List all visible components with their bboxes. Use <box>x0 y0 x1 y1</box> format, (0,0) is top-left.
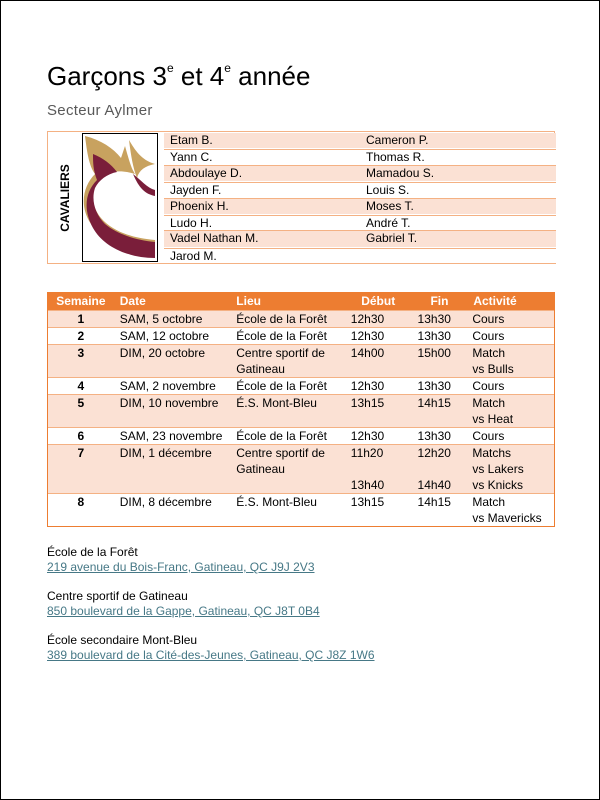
schedule-cell-end-time: 15h00 <box>417 346 451 360</box>
schedule-cell-end-time: 12h20 14h40 <box>417 446 451 492</box>
team-name-label: CAVALIERS <box>58 164 72 232</box>
schedule-cell-start-time: 13h15 <box>350 396 385 410</box>
roster-player-name: Vadel Nathan M. <box>170 231 259 246</box>
roster-table <box>164 133 556 264</box>
roster-player-name: Cameron P. <box>366 133 429 147</box>
schedule-cell-start-time: 12h30 <box>350 329 385 343</box>
roster-player-name <box>360 249 556 263</box>
header-date: Date <box>119 294 146 308</box>
schedule-cell-end-time: 13h30 <box>417 312 451 326</box>
team-roster <box>47 131 555 264</box>
schedule-cell-week-number: 8 <box>77 495 85 509</box>
roster-row <box>164 215 556 231</box>
schedule-cell-week-number: 1 <box>77 312 85 326</box>
cavaliers-logo-icon <box>82 133 158 262</box>
address-name: Centre sportif de Gatineau <box>47 589 188 603</box>
schedule-cell-end-time: 13h30 <box>417 429 451 443</box>
roster-row <box>164 149 556 165</box>
address-block-foret <box>47 545 315 576</box>
schedule-cell-week-number: 3 <box>77 346 85 360</box>
roster-player-name: André T. <box>366 215 411 230</box>
schedule-cell-date: SAM, 5 octobre <box>119 312 203 326</box>
schedule-row <box>48 310 554 327</box>
roster-row <box>164 133 556 149</box>
schedule-cell-activity: Cours <box>472 429 505 443</box>
roster-player-name: Etam B. <box>170 133 213 147</box>
schedule-cell-week-number: 6 <box>77 429 85 443</box>
roster-player-name: Thomas R. <box>366 150 425 165</box>
header-lieu: Lieu <box>236 294 261 308</box>
schedule-row <box>48 394 554 427</box>
address-name: École de la Forêt <box>47 545 138 559</box>
schedule-cell-location: École de la Forêt <box>236 329 327 343</box>
schedule-cell-date: SAM, 12 octobre <box>119 329 210 343</box>
schedule-cell-start-time: 11h20 13h40 <box>350 446 385 492</box>
schedule-cell-end-time: 14h15 <box>417 495 451 509</box>
roster-row <box>164 231 556 247</box>
schedule-cell-activity: Cours <box>472 329 505 343</box>
roster-player-name: Jayden F. <box>170 183 222 198</box>
header-activite: Activité <box>473 294 517 308</box>
schedule-cell-activity: Match vs Bulls <box>472 346 514 376</box>
roster-player-name: Moses T. <box>366 198 414 213</box>
roster-player-name: Gabriel T. <box>366 231 418 246</box>
schedule-cell-location: É.S. Mont-Bleu <box>236 495 317 509</box>
schedule-cell-start-time: 12h30 <box>350 429 385 443</box>
schedule-row <box>48 444 554 493</box>
roster-row <box>164 182 556 198</box>
schedule-cell-activity: Match vs Heat <box>472 396 514 426</box>
schedule-header-row <box>48 293 554 310</box>
header-semaine: Semaine <box>56 294 106 308</box>
schedule-cell-end-time: 13h30 <box>417 329 451 343</box>
roster-player-name: Mamadou S. <box>366 165 435 180</box>
header-debut: Début <box>361 294 396 308</box>
schedule-cell-activity: Cours <box>472 312 505 326</box>
schedule-cell-date: DIM, 8 décembre <box>119 495 212 509</box>
schedule-cell-start-time: 14h00 <box>350 346 385 360</box>
schedule-cell-date: DIM, 10 novembre <box>119 396 219 410</box>
schedule-table <box>47 292 555 527</box>
schedule-cell-start-time: 12h30 <box>350 312 385 326</box>
address-link[interactable]: 389 boulevard de la Cité-des-Jeunes, Gatineau, QC J8Z 1W6 <box>47 648 375 662</box>
address-link[interactable]: 850 boulevard de la Gappe, Gatineau, QC J8T 0B4 <box>47 604 320 618</box>
schedule-cell-location: Centre sportif de Gatineau <box>236 346 325 376</box>
schedule-cell-week-number: 5 <box>77 396 85 410</box>
schedule-cell-week-number: 2 <box>77 329 85 343</box>
page-subtitle: Secteur Aylmer <box>47 102 153 119</box>
schedule-cell-location: École de la Forêt <box>236 312 327 326</box>
schedule-cell-location: É.S. Mont-Bleu <box>236 396 317 410</box>
schedule-row <box>48 327 554 344</box>
roster-row <box>164 248 556 264</box>
roster-player-name: Ludo H. <box>170 215 213 230</box>
schedule-cell-date: DIM, 1 décembre <box>119 446 212 460</box>
roster-player-name: Yann C. <box>170 150 213 165</box>
schedule-cell-end-time: 13h30 <box>417 379 451 393</box>
schedule-cell-location: École de la Forêt <box>236 429 327 443</box>
page-title: Garçons 3e et 4e année <box>47 61 311 91</box>
schedule-cell-week-number: 7 <box>77 446 85 460</box>
schedule-cell-date: DIM, 20 octobre <box>119 346 206 360</box>
schedule-cell-location: Centre sportif de Gatineau <box>236 446 325 476</box>
roster-row <box>164 166 556 182</box>
schedule-row <box>48 493 554 526</box>
schedule-cell-date: SAM, 2 novembre <box>119 379 216 393</box>
address-link[interactable]: 219 avenue du Bois-Franc, Gatineau, QC J9J 2V3 <box>47 560 315 574</box>
schedule-cell-location: École de la Forêt <box>236 379 327 393</box>
schedule-row <box>48 377 554 394</box>
schedule-row <box>48 344 554 377</box>
schedule-cell-week-number: 4 <box>77 379 85 393</box>
header-fin: Fin <box>430 294 449 308</box>
schedule-cell-date: SAM, 23 novembre <box>119 429 223 443</box>
roster-row <box>164 199 556 215</box>
roster-player-name: Phoenix H. <box>170 198 229 213</box>
schedule-cell-activity: Matchs vs Lakers vs Knicks <box>472 446 524 492</box>
schedule-cell-activity: Match vs Mavericks <box>472 495 542 525</box>
schedule-cell-activity: Cours <box>472 379 505 393</box>
schedule-row <box>48 427 554 444</box>
address-block-mont-bleu <box>47 633 375 664</box>
address-name: École secondaire Mont-Bleu <box>47 633 198 647</box>
roster-player-name: Jarod M. <box>170 248 217 263</box>
roster-player-name: Abdoulaye D. <box>170 165 243 180</box>
address-block-centre-sportif <box>47 589 320 620</box>
schedule-cell-start-time: 13h15 <box>350 495 385 509</box>
roster-player-name: Louis S. <box>366 183 410 198</box>
schedule-cell-start-time: 12h30 <box>350 379 385 393</box>
schedule-cell-end-time: 14h15 <box>417 396 451 410</box>
